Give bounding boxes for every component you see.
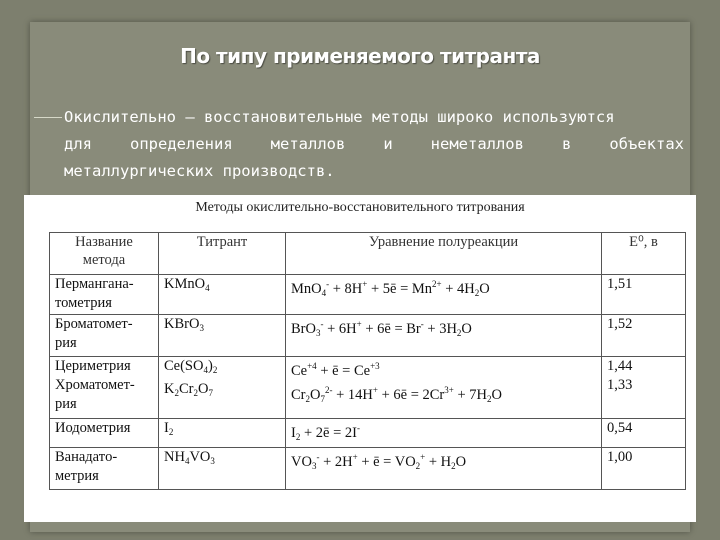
titrant: $Ce(SO_4)_2$ $K_2Cr_2O_7$ bbox=[159, 357, 286, 419]
table-caption: Методы окислительно-восстановительного титрования bbox=[195, 200, 525, 215]
table-row bbox=[50, 448, 686, 490]
header-equation: Уравнение полуреакции bbox=[286, 233, 602, 275]
table-row bbox=[50, 275, 686, 315]
paragraph-line-1: Окислительно – восстановительные методы широко используются bbox=[64, 108, 615, 126]
header-titrant: Титрант bbox=[159, 233, 286, 275]
paragraph-line-2: для определения металлов и неметаллов в объектах bbox=[64, 135, 684, 153]
method-name: Перманганa- тометрия bbox=[50, 275, 159, 315]
table-row bbox=[50, 357, 686, 419]
paragraph-line-3: металлургических производств. bbox=[64, 162, 335, 180]
equation: BrO$_3$- + 6H+ + 6ē = $Br^- + 3H_2O$ bbox=[286, 315, 602, 357]
method-name: Броматомет- рия bbox=[50, 315, 159, 357]
equation: $Ce^{+4}$ + ē = $Ce^{+3}$ $Cr_2O_7^{2-} + 14H^+$ + 6ē = $2Cr^{3+} + 7H_2O$ bbox=[286, 357, 602, 419]
potential: 0,54 bbox=[602, 419, 686, 448]
potential: 1,00 bbox=[602, 448, 686, 490]
equation: $VO_3^- + 2H^+$ + ē = $VO_2^+ + H_2O$ bbox=[286, 448, 602, 490]
titrant: KBrO$_3$ bbox=[159, 315, 286, 357]
potential: 1,52 bbox=[602, 315, 686, 357]
table-image bbox=[24, 195, 696, 522]
header-potential: E⁰, в bbox=[602, 233, 686, 275]
titrant: $I_2$ bbox=[159, 419, 286, 448]
table-row bbox=[50, 315, 686, 357]
method-name: Цериметрия Хроматомет- рия bbox=[50, 357, 159, 419]
header-method-name: Название метода bbox=[50, 233, 159, 275]
titrant: $NH_4VO_3$ bbox=[159, 448, 286, 490]
method-name: Ванадатo- метрия bbox=[50, 448, 159, 490]
titrant: KMnO$_4$ bbox=[159, 275, 286, 315]
slide-title: По типу применяемого титранта bbox=[180, 44, 540, 68]
table-row bbox=[50, 419, 686, 448]
equation: $I_2$ + 2ē = 2I- bbox=[286, 419, 602, 448]
intro-paragraph bbox=[64, 104, 684, 185]
method-name: Иодометрия bbox=[50, 419, 159, 448]
potential: 1,51 bbox=[602, 275, 686, 315]
equation: MnO$_4$- + 8H+ + 5ē = $Mn^{2+} + 4H_2O$ bbox=[286, 275, 602, 315]
bullet-dash bbox=[34, 117, 62, 118]
potential: 1,44 1,33 bbox=[602, 357, 686, 419]
methods-table bbox=[49, 232, 686, 490]
